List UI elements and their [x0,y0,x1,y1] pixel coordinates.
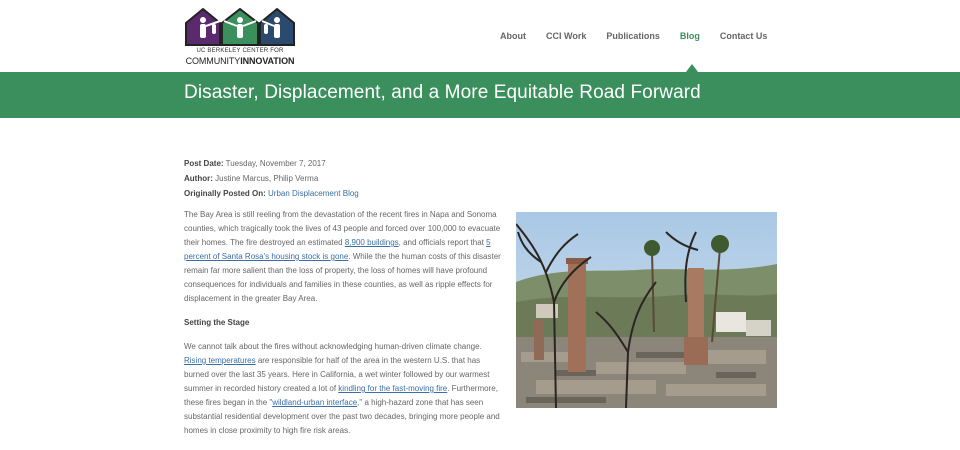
kindling-link[interactable]: kindling for the fast-moving fire [338,384,448,393]
wildland-urban-link[interactable]: wildland-urban interface [272,398,358,407]
rising-temperatures-link[interactable]: Rising temperatures [184,356,256,365]
paragraph-1 [184,208,504,306]
logo-wordmark-bold: INNOVATION [240,56,295,66]
houses-logo-icon [184,7,296,47]
nav-contact-us[interactable]: Contact Us [719,31,768,41]
site-header [0,0,960,72]
burned-neighborhood-image [516,212,777,408]
post-date: Tuesday, November 7, 2017 [225,159,326,168]
post-date-label: Post Date: [184,159,224,168]
p1-text-c: . While the the human costs of this disaster remain far more salient than the loss of property, the loss of homes will have profound consequences for individuals and families in these counties, as well as ripple effects for displacement in the greater Bay Area. [184,252,501,303]
posted-on-label: Originally Posted On: [184,189,266,198]
nav-cci-work[interactable]: CCI Work [546,31,587,41]
p1-text-b: , and officials report that [398,238,487,247]
nav-about[interactable]: About [500,31,526,41]
title-banner [0,72,960,118]
p2-text-c: . Furthermore, these fires began in the " [184,384,498,407]
section-heading: Setting the Stage [184,318,250,327]
cci-logo[interactable] [184,7,296,67]
author-row [184,171,359,186]
logo-subtitle: UC BERKELEY CENTER FOR [196,48,284,54]
article-body [184,208,504,448]
page-title: Disaster, Displacement, and a More Equitable Road Forward [184,82,701,103]
p1-text-a: The Bay Area is still reeling from the devastation of the recent fires in Napa and Sonoma counties, which tragically took the lives of 43 people and forced over 100,000 to evacuate their homes. The fire destroyed an estimated [184,210,501,247]
p2-text-d: ," a high-hazard zone that has seen substantial residential development over the past two decades, bringing more people and homes in close proximity to high fire risk areas. [184,398,500,435]
p2-text-b: are responsible for half of the area in the western U.S. that has burned over the last 35 years. Here in California, a wet winter followed by our warmest summer in recorded history created a lot of [184,356,490,393]
nav-blog[interactable]: Blog [679,31,700,41]
posted-on-row [184,186,359,201]
post-meta [184,156,359,201]
posted-on-link[interactable]: Urban Displacement Blog [268,189,359,198]
nav-publications[interactable]: Publications [606,31,660,41]
logo-wordmark [184,56,296,66]
author: Justine Marcus, Philip Verma [215,174,319,183]
active-nav-indicator [686,64,698,72]
buildings-link[interactable]: 8,900 buildings [344,238,399,247]
p2-text-a: We cannot talk about the fires without acknowledging human-driven climate change. [184,342,482,351]
housing-stock-link[interactable]: 5 percent of Santa Rosa's housing stock is gone [184,238,491,261]
author-label: Author: [184,174,213,183]
main-nav [500,31,787,41]
post-date-row [184,156,359,171]
paragraph-2 [184,340,504,438]
logo-wordmark-plain: COMMUNITY [185,56,241,66]
fire-aftermath-photo [516,212,777,408]
